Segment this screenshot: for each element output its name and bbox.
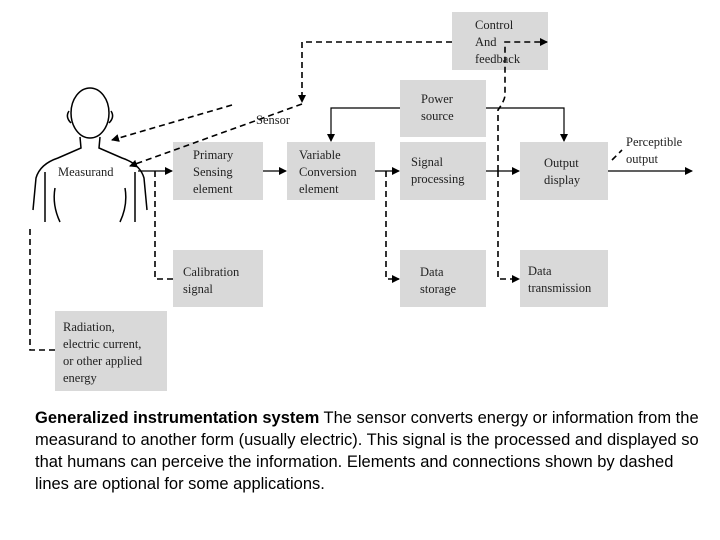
radiation-label: Radiation, electric current, or other applied energy [63, 320, 143, 385]
figure-caption [35, 407, 705, 495]
radiation-line [30, 228, 55, 350]
control-feedback-label: Control And feedback [475, 18, 521, 66]
sensor-label: Sensor [256, 113, 291, 127]
calibration-signal-label: Calibration signal [183, 265, 240, 296]
output-display-label: Output display [544, 156, 581, 187]
measurand-label: Measurand [58, 165, 114, 179]
power-to-conversion-line [331, 108, 400, 141]
data-storage-line [386, 171, 399, 279]
data-transmission-line [498, 171, 519, 279]
primary-sensing-label: Primary Sensing element [193, 148, 234, 196]
data-storage-label: Data storage [420, 265, 457, 296]
variable-conversion-label: Variable Conversion element [299, 148, 357, 196]
power-source-label: Power source [421, 92, 454, 123]
perceptible-output-label: Perceptible output [626, 135, 683, 166]
output-arrow-dashed-start [612, 150, 622, 160]
calibration-signal-line [155, 171, 173, 279]
caption-body: The sensor converts energy or information from the measurand to another form (usually electric). This signal is the processed and displayed so that humans can perceive the information. Elements and connections shown by dashed lines are optional for some applications. [35, 409, 699, 493]
data-transmission-label: Data transmission [528, 264, 592, 295]
sensor-to-human-dashed-arrow [112, 105, 232, 140]
signal-processing-label: Signal processing [411, 155, 465, 186]
caption-title: Generalized instrumentation system [35, 409, 320, 427]
human-figure [33, 88, 147, 222]
